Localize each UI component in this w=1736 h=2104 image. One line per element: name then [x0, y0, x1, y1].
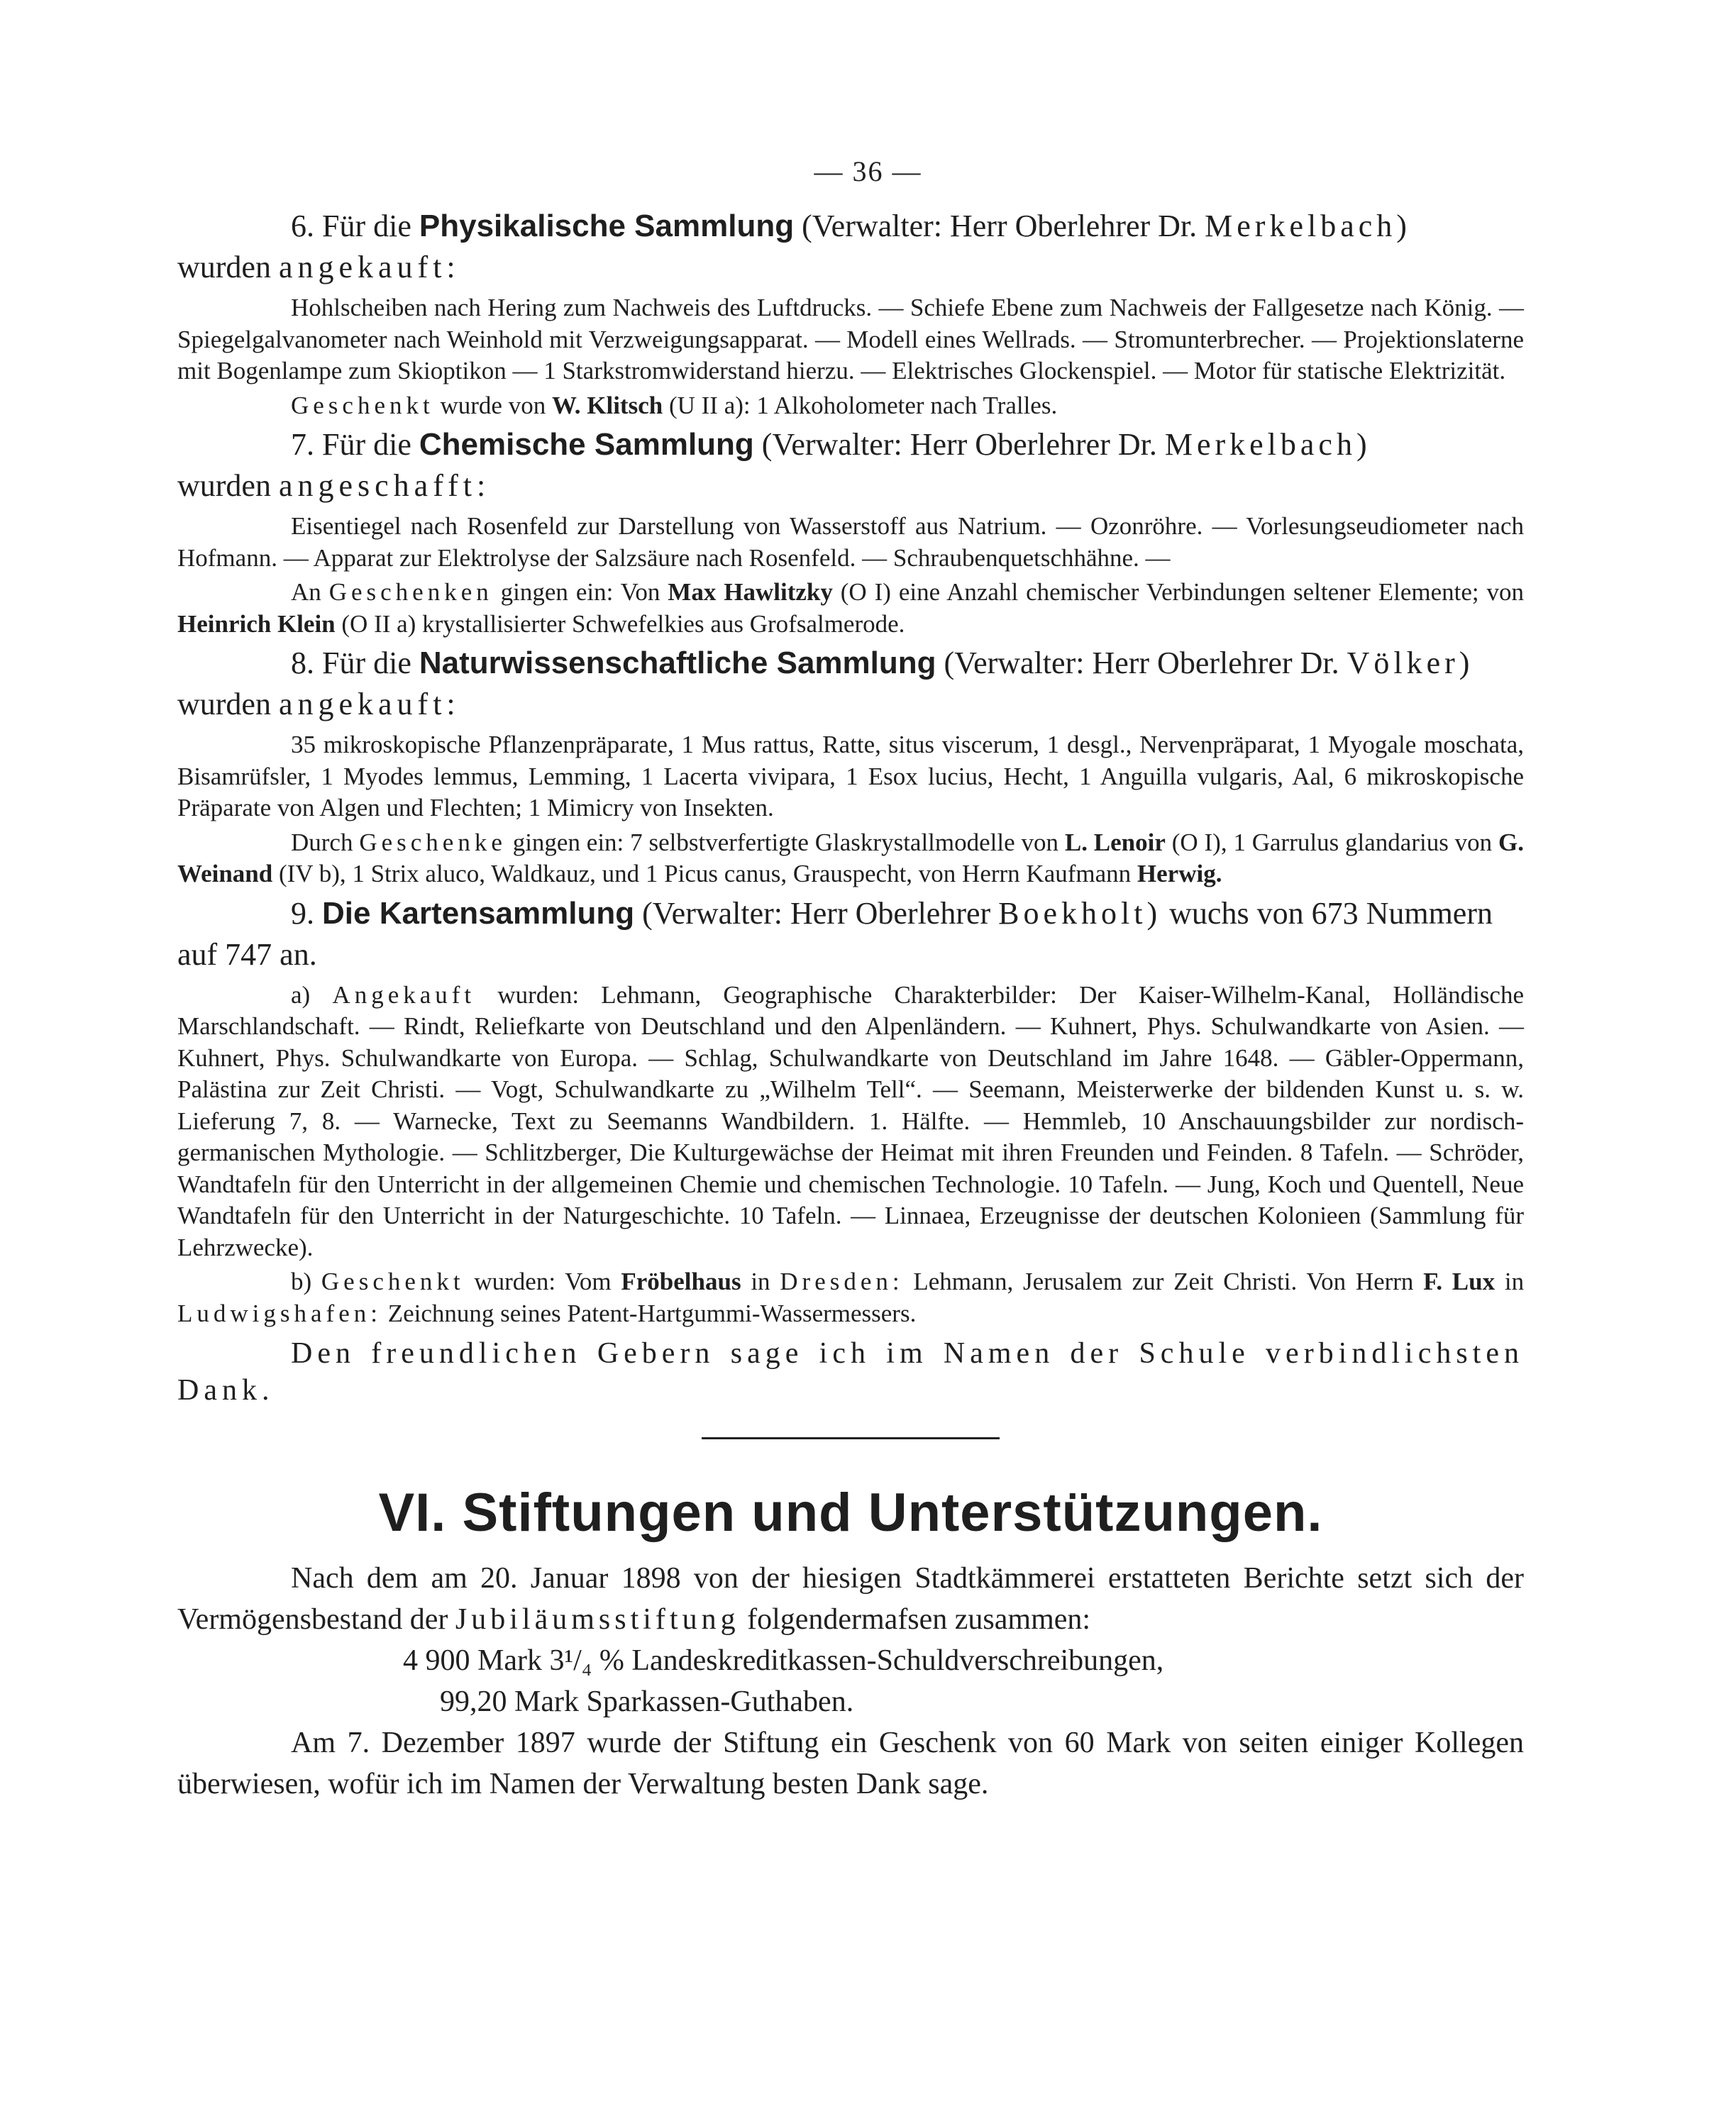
chapter-title: VI. Stiftungen und Unterstützungen. [378, 1483, 1323, 1543]
section-text: wuchs von 673 Nummern [1169, 895, 1493, 931]
donor-name: G. Weinand [177, 828, 1525, 887]
thanks-paragraph: Den freundlichen Gebern sage ich im Namen der Schule verbindlichsten Dank. [177, 1337, 1524, 1407]
subheading-spaced: angekauft: [278, 250, 460, 284]
purchase-label: Angekauft [332, 980, 476, 1009]
gift-text: in [1504, 1268, 1525, 1295]
purchase-text: wurden: Lehmann, Geographische Charakterbilder: Der Kaiser-Wilhelm-Kanal, Holländische Marschlandschaft. — Rindt, Reliefkarte von Deutschland und den Alpenländern. — Kuhnert, Phys. Schulwandkarte von Asien. — Kuhnert, Phys. Schulwandkarte von Europa. — Schlag, Schulwandkarte von Deutschland im Jahre 1648. — Gäbler-Oppermann, Palästina zur Zeit Christi. — Vogt, Schulwandkarte zu „Wilhelm Tell“. — Seemann, Meisterwerke der bildenden Kunst u. s. w. Lieferung 7, 8. — Warnecke, Text zu Seemanns Wandbildern. 1. Hälfte. — Hemmleb, 10 Anschauungsbilder zur nordisch-germanischen Mythologie. — Schlitzberger, Die Kulturgewächse der Heimat mit ihren Freunden und Feinden. 8 Tafeln. — Schröder, Wandtafeln für den Unterricht in der allgemeinen Chemie und chemischen Technologie. 10 Tafeln. — Jung, Koch und Quentell, Neue Wandtafeln für den Unterricht in der Naturgeschichte. 10 Tafeln. — Linnaea, Erzeugnisse der deutschen Kolonieen (Sammlung für Lehrzwecke). [177, 980, 1525, 1261]
gift-label: Geschenken [328, 578, 493, 606]
section-title: Naturwissenschaftliche Sammlung [419, 646, 936, 680]
list-marker: a) [291, 980, 311, 1009]
section-number: 7. Für die [291, 427, 411, 462]
subheading-text: wurden [177, 250, 271, 284]
section-7-heading [177, 424, 1524, 465]
subheading-spaced: angeschafft: [278, 468, 491, 503]
gift-text: Lehmann, Jerusalem zur Zeit Christi. Von Herrn [913, 1268, 1414, 1295]
section-8-heading [177, 643, 1524, 684]
gift-text: wurde von [440, 391, 546, 419]
gift-text: in [751, 1268, 770, 1295]
chapter-paragraph-2: Am 7. Dezember 1897 wurde der Stiftung ein Geschenk von 60 Mark von seiten einiger Kollegen überwiesen, wofür ich im Namen der Verwaltung besten Dank sage. [177, 1727, 1524, 1800]
gift-text: gingen ein: 7 selbstverfertigte Glaskrystallmodelle von [512, 828, 1058, 856]
section-7-subheading [177, 465, 1524, 506]
section-8-gifts [177, 827, 1524, 890]
section-8-subheading [177, 684, 1524, 725]
gift-text: Durch [291, 828, 353, 856]
administrator-label: (Verwalter: Herr Oberlehrer Dr. [802, 209, 1198, 243]
administrator-name: Boekholt) [998, 895, 1162, 931]
donor-name: Fröbelhaus [621, 1268, 741, 1295]
gift-label: Geschenkt [321, 1268, 465, 1295]
gift-label: Geschenke [359, 828, 507, 856]
gift-text: (O I) eine Anzahl chemischer Verbindungen seltener Elemente; von [840, 578, 1525, 606]
section-9-heading [177, 893, 1524, 934]
section-title: Die Kartensammlung [322, 895, 635, 931]
foundation-name: Jubiläumsstiftung [455, 1603, 740, 1636]
section-number: 6. Für die [291, 209, 411, 243]
gift-text: (IV b), 1 Strix aluco, Waldkauz, und 1 Picus canus, Grauspecht, von Herrn Kaufmann [278, 860, 1132, 887]
gift-text: Zeichnung seines Patent-Hartgummi-Wassermessers. [387, 1299, 917, 1327]
administrator-name: Merkelbach) [1205, 209, 1411, 243]
gift-text: gingen ein: Von [500, 578, 660, 606]
section-9-gifts [177, 1266, 1524, 1329]
administrator-name: Merkelbach) [1164, 427, 1371, 462]
gift-text: (U II a): 1 Alkoholometer nach Tralles. [668, 391, 1058, 419]
section-9-subheading: auf 747 an. [177, 936, 317, 972]
section-6-gifts [177, 390, 1524, 422]
administrator-label: (Verwalter: Herr Oberlehrer Dr. [761, 427, 1157, 462]
subheading-text: wurden [177, 687, 271, 721]
asset-line-1: 4 900 Mark 3¹/₄ % Landeskreditkassen-Schuldverschreibungen, [403, 1644, 1164, 1677]
section-6-subheading [177, 247, 1524, 288]
donor-name: F. Lux [1423, 1268, 1495, 1295]
section-divider [702, 1437, 1000, 1439]
administrator-label: (Verwalter: Herr Oberlehrer Dr. [944, 646, 1339, 680]
city-name: Ludwigshafen: [177, 1299, 382, 1327]
donor-name: Max Hawlitzky [668, 578, 833, 606]
gift-text: (O I), 1 Garrulus glandarius von [1171, 828, 1493, 856]
donor-name: W. Klitsch [551, 391, 663, 419]
section-7-gifts [177, 577, 1524, 640]
section-6-acquisitions: Hohlscheiben nach Hering zum Nachweis des Luftdrucks. — Schiefe Ebene zum Nachweis der Fallgesetze nach König. — Spiegelgalvanometer nach Weinhold mit Verzweigungsapparat. — Modell eines Wellrads. — Stromunterbrecher. — Projektionslaterne mit Bogenlampe zum Skioptikon — 1 Starkstromwiderstand hierzu. — Elektrisches Glockenspiel. — Motor für statische Elektrizität. [177, 294, 1524, 384]
section-9-purchases [177, 980, 1524, 1264]
page-number: — 36 — [814, 155, 922, 187]
gift-text: (O II a) krystallisierter Schwefelkies aus Grofsalmerode. [341, 609, 905, 638]
city-name: Dresden: [780, 1268, 904, 1295]
gift-text: An [291, 578, 321, 606]
section-number: 8. Für die [291, 646, 411, 680]
section-7-acquisitions: Eisentiegel nach Rosenfeld zur Darstellung von Wasserstoff aus Natrium. — Ozonröhre. — Vorlesungseudiometer nach Hofmann. — Apparat zur Elektrolyse der Salzsäure nach Rosenfeld. — Schraubenquetschhähne. — [177, 512, 1524, 572]
donor-name: Heinrich Klein [177, 609, 336, 638]
section-title: Physikalische Sammlung [419, 209, 795, 243]
subheading-spaced: angekauft: [278, 687, 460, 721]
administrator-name: Völker) [1347, 646, 1474, 680]
chapter-paragraph-1 [177, 1558, 1524, 1640]
subheading-text: wurden [177, 468, 271, 503]
section-8-acquisitions: 35 mikroskopische Pflanzenpräparate, 1 Mus rattus, Ratte, situs viscerum, 1 desgl., Nervenpräparat, 1 Myogale moschata, Bisamrüfsler, 1 Myodes lemmus, Lemming, 1 Lacerta vivipara, 1 Esox lucius, Hecht, 1 Anguilla vulgaris, Aal, 6 mikroskopische Präparate von Algen und Flechten; 1 Mimicry von Insekten. [177, 731, 1524, 821]
section-6-heading [177, 206, 1524, 247]
donor-name: L. Lenoir [1064, 828, 1166, 856]
gift-text: wurden: Vom [474, 1268, 612, 1295]
section-number: 9. [291, 895, 314, 931]
asset-line-2: 99,20 Mark Sparkassen-Guthaben. [440, 1685, 854, 1718]
section-title: Chemische Sammlung [419, 427, 754, 462]
paragraph-text: Nach dem am 20. Januar 1898 von der hiesigen Stadtkämmerei erstatteten Berichte setzt sich der Vermögensbestand der [177, 1562, 1524, 1636]
gift-label: Geschenkt [291, 391, 434, 419]
administrator-label: (Verwalter: Herr Oberlehrer [642, 895, 991, 931]
page-content [177, 206, 1524, 1805]
list-marker: b) [291, 1268, 312, 1295]
paragraph-text: folgendermafsen zusammen: [747, 1603, 1091, 1636]
donor-name: Herwig. [1137, 860, 1222, 887]
